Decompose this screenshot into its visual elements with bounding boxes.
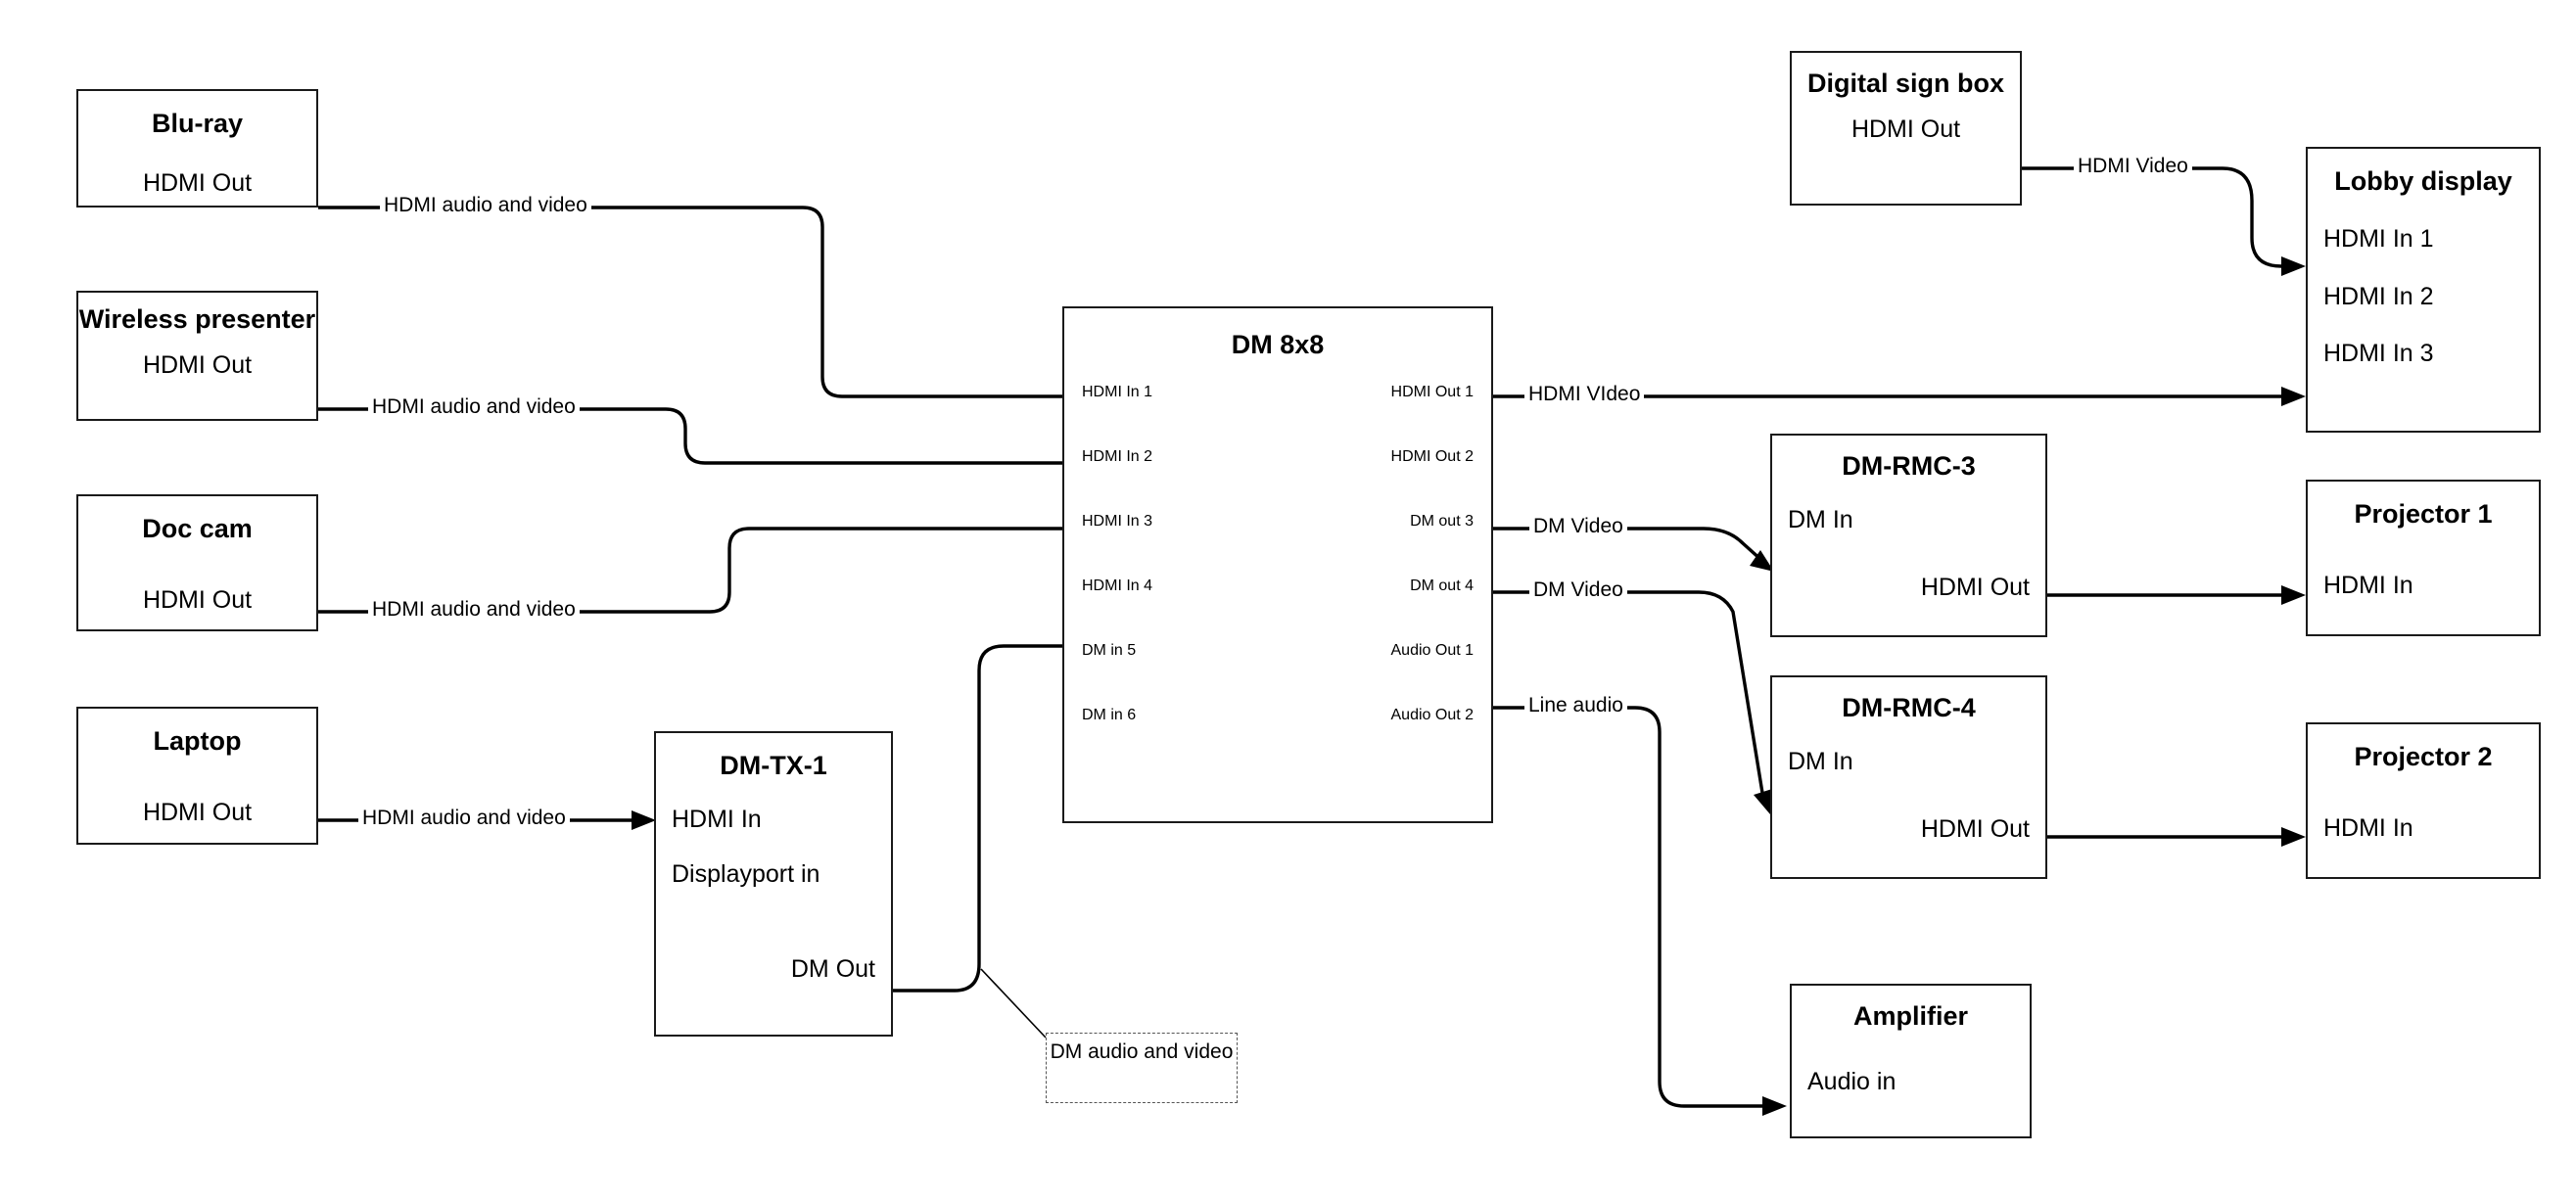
edge-label-dm-to-lobby: HDMI VIdeo — [1524, 383, 1644, 406]
node-dm-8x8-port-dm-out-3: DM out 3 — [1410, 513, 1474, 530]
wire-bluray-to-dm — [318, 208, 1062, 396]
node-dm-8x8-input-list — [1082, 384, 1278, 771]
node-dm-8x8-port-hdmi-in-1: HDMI In 1 — [1082, 384, 1153, 400]
node-dm-8x8-port-dm-out-4: DM out 4 — [1410, 577, 1474, 594]
node-dm-tx-1-title: DM-TX-1 — [720, 751, 827, 780]
edge-label-laptop-to-tx: HDMI audio and video — [358, 807, 570, 830]
node-dm-tx-1-port-displayport-in: Displayport in — [672, 859, 820, 888]
node-digital-sign-box-port-hdmi-out: HDMI Out — [1850, 115, 1961, 144]
wire-dm-to-amp — [1493, 708, 1762, 1106]
edge-label-dm-to-amp: Line audio — [1524, 694, 1627, 717]
arrow-lobby-in3 — [2281, 387, 2306, 406]
node-digital-sign-box[interactable] — [1790, 51, 2022, 206]
node-wireless-presenter-title: Wireless presenter — [78, 304, 316, 334]
wire-tx-to-dm — [893, 646, 1062, 991]
arrow-amp-in — [1762, 1096, 1787, 1116]
node-bluray-port-hdmi-out: HDMI Out — [142, 169, 253, 198]
node-dm-8x8-port-hdmi-in-3: HDMI In 3 — [1082, 513, 1153, 530]
node-dm-8x8-port-hdmi-in-4: HDMI In 4 — [1082, 577, 1153, 594]
node-lobby-display[interactable] — [2306, 147, 2541, 433]
node-doc-cam-title: Doc cam — [142, 514, 253, 543]
arrow-lobby-in1 — [2281, 256, 2306, 276]
node-dm-rmc-4-port-dm-in: DM In — [1788, 748, 1853, 776]
node-lobby-display-title: Lobby display — [2334, 166, 2512, 196]
node-amplifier-title: Amplifier — [1852, 1001, 1969, 1031]
node-dm-rmc-4-port-hdmi-out: HDMI Out — [1920, 814, 2030, 843]
node-projector-2-title: Projector 2 — [2354, 742, 2493, 771]
node-dm-rmc-4-title: DM-RMC-4 — [1842, 693, 1976, 722]
edge-label-doccam-to-dm: HDMI audio and video — [368, 598, 580, 622]
node-amplifier-port-audio-in: Audio in — [1807, 1068, 1897, 1096]
node-dm-8x8-port-dm-in-6: DM in 6 — [1082, 707, 1137, 723]
node-dm-tx-1-port-dm-out: DM Out — [790, 955, 875, 984]
node-dm-8x8-port-dm-in-5: DM in 5 — [1082, 642, 1137, 659]
arrow-tx-hdmi-in — [632, 810, 656, 830]
edge-label-wireless-to-dm: HDMI audio and video — [368, 395, 580, 419]
wire-dm-to-rmc4 — [1493, 592, 1762, 793]
node-dm-8x8-title: DM 8x8 — [1231, 330, 1325, 359]
node-bluray-title: Blu-ray — [151, 109, 244, 138]
node-projector-2-port-hdmi-in: HDMI In — [2323, 814, 2413, 843]
node-dm-8x8-port-audio-out-1: Audio Out 1 — [1390, 642, 1474, 659]
node-dm-8x8-output-list — [1278, 384, 1474, 771]
node-dm-rmc-3-title: DM-RMC-3 — [1842, 451, 1976, 481]
wire-signbox-to-lobby — [2022, 168, 2281, 266]
node-projector-1-title: Projector 1 — [2354, 499, 2493, 529]
node-dm-tx-1-port-hdmi-in: HDMI In — [672, 806, 762, 834]
node-bluray[interactable] — [76, 89, 318, 208]
node-dm-tx-1[interactable] — [654, 731, 893, 1037]
node-projector-1[interactable] — [2306, 480, 2541, 636]
arrow-proj2-in — [2281, 827, 2306, 847]
node-lobby-display-port-hdmi-in-1: HDMI In 1 — [2323, 225, 2434, 254]
edge-label-bluray-to-dm: HDMI audio and video — [380, 194, 591, 217]
edge-label-signbox-to-lobby: HDMI Video — [2074, 155, 2192, 178]
node-projector-2[interactable] — [2306, 722, 2541, 879]
node-lobby-display-port-hdmi-in-2: HDMI In 2 — [2323, 282, 2434, 310]
node-doc-cam[interactable] — [76, 494, 318, 631]
node-laptop[interactable] — [76, 707, 318, 845]
edge-label-dm-to-rmc3: DM Video — [1529, 515, 1627, 538]
node-laptop-title: Laptop — [153, 726, 242, 756]
note-dm-audio-and-video: DM audio and video — [1046, 1033, 1238, 1103]
node-dm-rmc-3[interactable] — [1770, 434, 2047, 637]
node-wireless-presenter[interactable] — [76, 291, 318, 421]
node-lobby-display-port-hdmi-in-3: HDMI In 3 — [2323, 340, 2434, 368]
node-laptop-port-hdmi-out: HDMI Out — [142, 799, 253, 827]
node-wireless-presenter-port-hdmi-out: HDMI Out — [142, 351, 253, 380]
node-dm-8x8-port-hdmi-out-1: HDMI Out 1 — [1390, 384, 1474, 400]
node-dm-rmc-4[interactable] — [1770, 675, 2047, 879]
node-dm-8x8-port-audio-out-2: Audio Out 2 — [1390, 707, 1474, 723]
edge-label-dm-to-rmc4: DM Video — [1529, 578, 1627, 602]
node-dm-8x8-port-hdmi-in-2: HDMI In 2 — [1082, 448, 1153, 465]
node-dm-rmc-3-port-dm-in: DM In — [1788, 506, 1853, 534]
node-digital-sign-box-title: Digital sign box — [1806, 69, 2004, 98]
node-projector-1-port-hdmi-in: HDMI In — [2323, 572, 2413, 600]
note-leader — [981, 969, 1046, 1038]
node-dm-8x8-port-hdmi-out-2: HDMI Out 2 — [1390, 448, 1474, 465]
node-doc-cam-port-hdmi-out: HDMI Out — [142, 586, 253, 615]
arrow-proj1-in — [2281, 585, 2306, 605]
node-amplifier[interactable] — [1790, 984, 2032, 1138]
node-dm-rmc-3-port-hdmi-out: HDMI Out — [1920, 573, 2030, 601]
